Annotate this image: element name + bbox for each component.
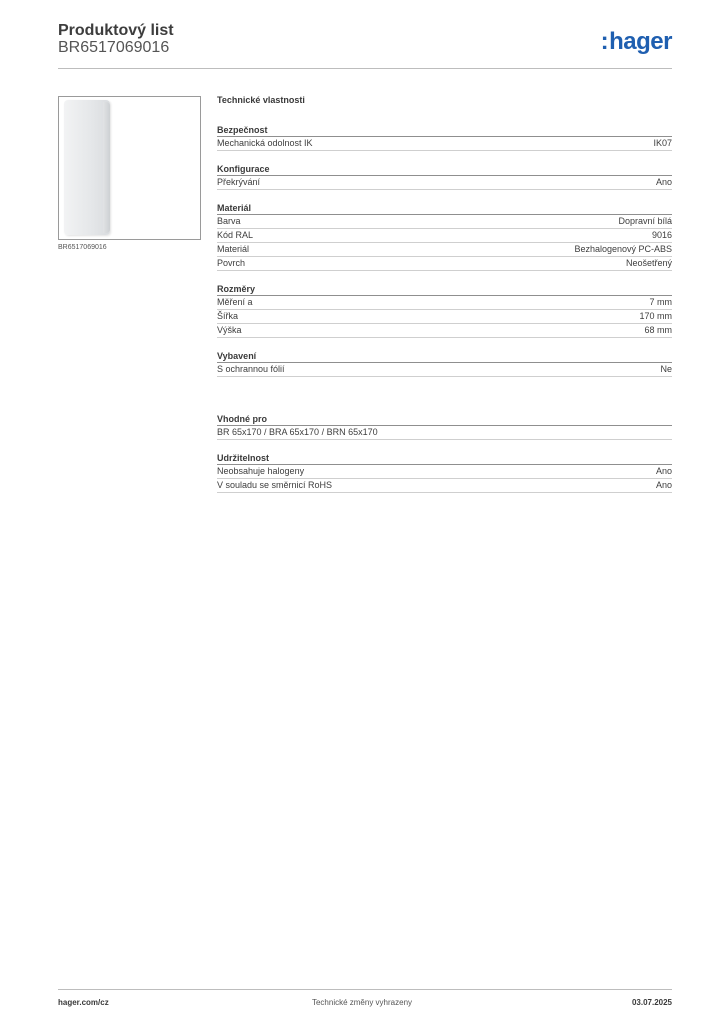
section-heading: Vybavení [217, 349, 672, 363]
section-heading: Rozměry [217, 282, 672, 296]
spec-section-material [217, 201, 672, 271]
spec-row [217, 426, 672, 440]
product-image [58, 96, 201, 240]
spec-section-equipment [217, 349, 672, 377]
spec-label: Neobsahuje halogeny [217, 466, 305, 476]
spec-label: Mechanická odolnost IK [217, 138, 313, 148]
spec-value: Bezhalogenový PC-ABS [574, 244, 672, 254]
specs-title: Technické vlastnosti [217, 95, 305, 105]
spec-row [217, 137, 672, 151]
logo-text: hager [609, 28, 672, 55]
sustainability-section [217, 451, 672, 493]
footer-disclaimer: Technické změny vyhrazeny [311, 998, 413, 1007]
spec-value: Ano [655, 177, 672, 187]
spec-value: IK07 [653, 138, 672, 148]
document-title: Produktový list [58, 22, 174, 39]
footer-website-link[interactable]: hager.com/cz [58, 998, 109, 1007]
section-heading: Vhodné pro [217, 412, 672, 426]
spec-row [217, 465, 672, 479]
header-divider [58, 68, 672, 69]
spec-value: 9016 [651, 230, 672, 240]
spec-label: Barva [217, 216, 241, 226]
spec-row [217, 296, 672, 310]
hager-logo: :hager [600, 28, 672, 55]
spec-label: Překrývání [217, 177, 261, 187]
page-header [58, 22, 672, 70]
spec-label: Povrch [217, 258, 246, 268]
spec-row [217, 257, 672, 271]
product-image-caption: BR6517069016 [58, 244, 107, 251]
spec-value: Ano [655, 480, 672, 490]
product-end-cap-illustration [64, 100, 110, 235]
spec-label: S ochrannou fólií [217, 364, 285, 374]
spec-value: Ano [655, 466, 672, 476]
spec-section-dimensions [217, 282, 672, 338]
spec-section-safety [217, 123, 672, 151]
spec-section-configuration [217, 162, 672, 190]
spec-value: 68 mm [644, 325, 672, 335]
spec-row [217, 310, 672, 324]
footer-date: 03.07.2025 [631, 998, 672, 1007]
section-heading: Bezpečnost [217, 123, 672, 137]
suitable-for-section [217, 412, 672, 440]
spec-label: Materiál [217, 244, 250, 254]
spec-value: Dopravní bílá [618, 216, 672, 226]
spec-value: 7 mm [649, 297, 672, 307]
spec-row [217, 243, 672, 257]
spec-row [217, 363, 672, 377]
spec-label: V souladu se směrnicí RoHS [217, 480, 333, 490]
footer-divider [58, 989, 672, 990]
section-heading: Udržitelnost [217, 451, 672, 465]
spec-row [217, 229, 672, 243]
compatible-products: BR 65x170 / BRA 65x170 / BRN 65x170 [217, 427, 378, 437]
spec-value: Ne [660, 364, 672, 374]
spec-label: Měření a [217, 297, 253, 307]
spec-label: Kód RAL [217, 230, 254, 240]
spec-label: Výška [217, 325, 242, 335]
spec-value: Neošetřený [625, 258, 672, 268]
spec-value: 170 mm [639, 311, 672, 321]
spec-row [217, 215, 672, 229]
technical-specifications [217, 95, 672, 504]
section-heading: Materiál [217, 201, 672, 215]
spec-row [217, 479, 672, 493]
section-heading: Konfigurace [217, 162, 672, 176]
product-code: BR6517069016 [58, 39, 170, 56]
spec-row [217, 176, 672, 190]
spec-row [217, 324, 672, 338]
spec-label: Šířka [217, 311, 239, 321]
